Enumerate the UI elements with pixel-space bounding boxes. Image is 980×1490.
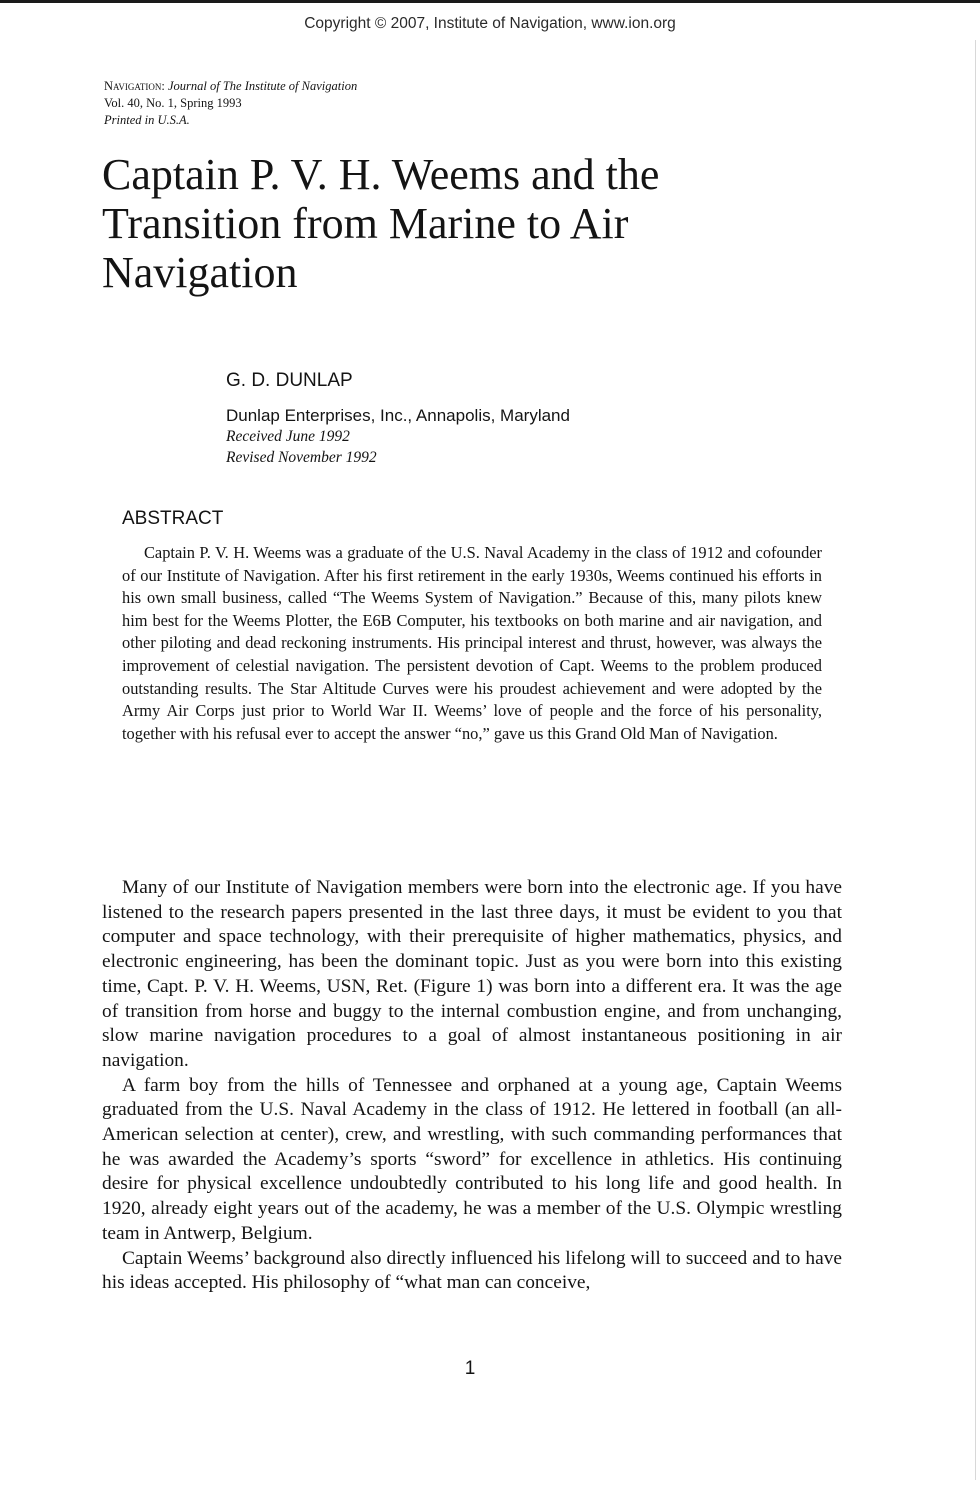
affiliation: Dunlap Enterprises, Inc., Annapolis, Maryland — [226, 406, 570, 425]
author-name: G. D. DUNLAP — [226, 370, 353, 391]
page-edge — [975, 40, 976, 1480]
abstract-heading: ABSTRACT — [122, 508, 224, 529]
author-affiliation-block — [226, 405, 570, 468]
journal-name: Navigation: — [104, 79, 165, 93]
revised-date: Revised November 1992 — [226, 449, 377, 466]
article-title: Captain P. V. H. Weems and the Transition from Marine to Air Navigation — [102, 150, 660, 297]
copyright-line: Copyright © 2007, Institute of Navigation, www.ion.org — [304, 15, 676, 32]
body-paragraph-1: Many of our Institute of Navigation members were born into the electronic age. If you have listened to the research papers presented in the last three days, it must be evident to you that computer and space technology, with their prerequisite of higher mathematics, physics, and electronic engineering, has been the dominant topic. Just as you were born into this existing time, Capt. P. V. H. Weems, USN, Ret. (Figure 1) was born into a different era. It was the age of transition from horse and buggy to the internal combustion engine, and from unchanging, slow marine navigation procedures to a goal of almost instantaneous positioning in air navigation. — [102, 877, 842, 1071]
body-paragraph-3: Captain Weems’ background also directly influenced his lifelong will to succeed and to have his ideas accepted. His philosophy of “what man can conceive, — [102, 1247, 842, 1294]
journal-name-line — [104, 78, 357, 95]
abstract-text: Captain P. V. H. Weems was a graduate of the U.S. Naval Academy in the class of 1912 and cofounder of our Institute of Navigation. After his first retirement in the early 1930s, Weems continued his efforts in his own small business, called “The Weems System of Navigation.” Because of this, many pilots knew him best for the Weems Plotter, the E6B Computer, his textbooks on both marine and air navigation, and other piloting and dead reckoning instruments. His principal interest and thrust, however, was always the improvement of celestial navigation. The persistent devotion of Capt. Weems to the problem produced outstanding results. The Star Altitude Curves were his proudest achievement and were adopted by the Army Air Corps just prior to World War II. Weems’ love of people and the force of his personality, together with his refusal ever to accept the answer “no,” gave us this Grand Old Man of Navigation. — [122, 543, 822, 743]
body-paragraph-2: A farm boy from the hills of Tennessee and orphaned at a young age, Captain Weems graduated from the U.S. Naval Academy in the class of 1912. He lettered in football (an all-American selection at center), crew, and wrestling, with such commanding performances that he was awarded the Academy’s sports “sword” for excellence in athletics. His continuing desire for physical excellence undoubtedly contributed to his long life and good health. In 1920, already eight years out of the academy, he was a member of the U.S. Olympic wrestling team in Antwerp, Belgium. — [102, 1074, 842, 1244]
body-text — [102, 876, 842, 1296]
received-date: Received June 1992 — [226, 428, 350, 445]
journal-info — [104, 78, 357, 129]
top-rule — [0, 0, 980, 3]
journal-subtitle: Journal of The Institute of Navigation — [167, 79, 358, 93]
page-number: 1 — [464, 1358, 476, 1379]
journal-printed: Printed in U.S.A. — [104, 113, 190, 127]
journal-volume: Vol. 40, No. 1, Spring 1993 — [104, 96, 242, 110]
